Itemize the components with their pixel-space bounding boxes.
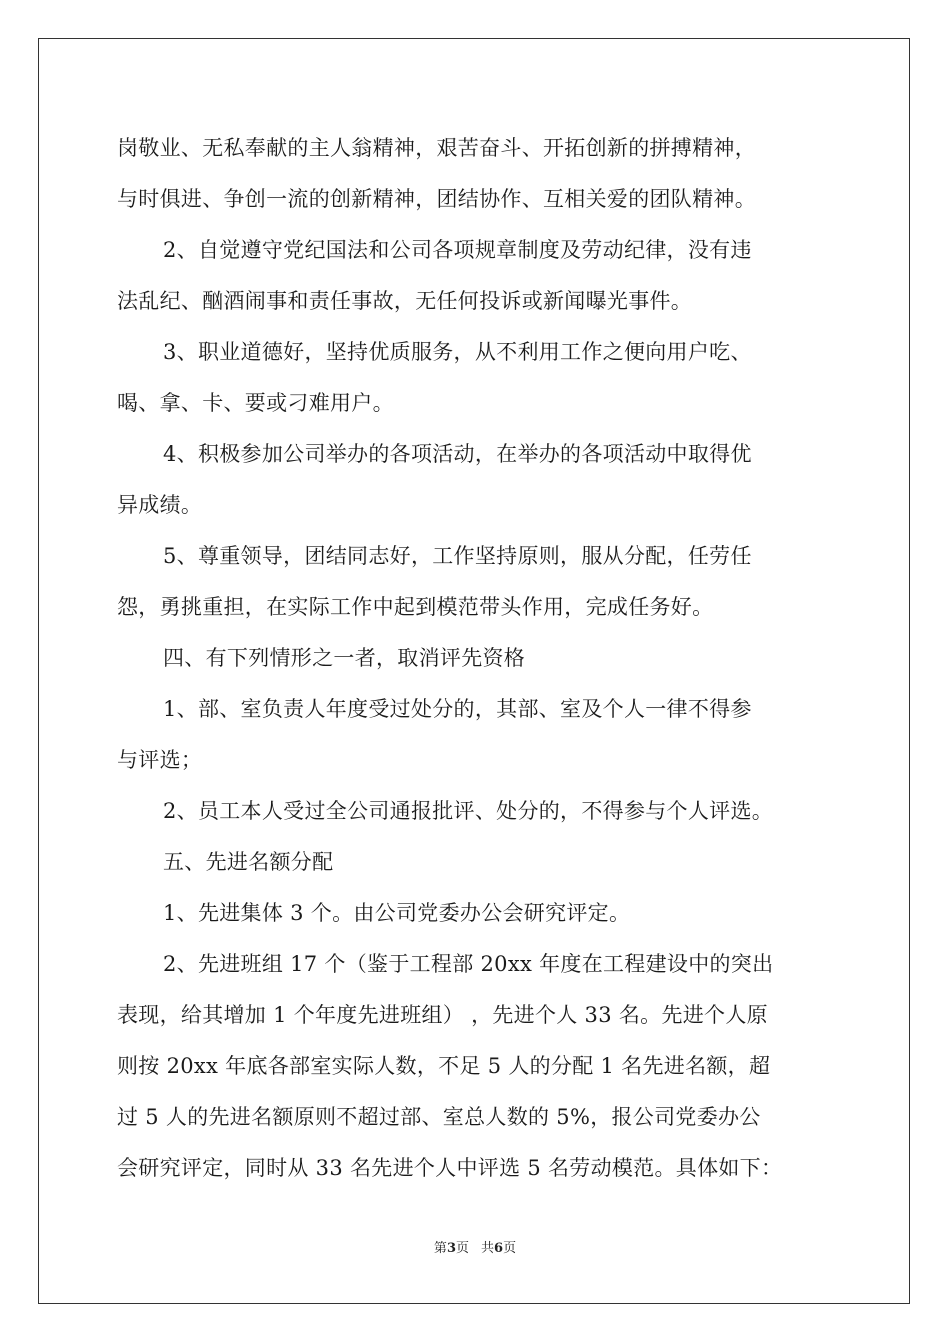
text-line: 1、部、室负责人年度受过处分的，其部、室及个人一律不得参	[163, 697, 752, 721]
text-line: 2、先进班组 17 个（鉴于工程部 20xx 年度在工程建设中的突出	[163, 952, 774, 976]
total-prefix: 共	[481, 1241, 495, 1256]
document-body	[117, 123, 837, 1194]
text-line: 与时俱进、争创一流的创新精神，团结协作、互相关爱的团队精神。	[117, 187, 756, 211]
text-line: 过 5 人的先进名额原则不超过部、室总人数的 5%，报公司党委办公	[117, 1105, 761, 1129]
text-line: 怨，勇挑重担，在实际工作中起到模范带头作用，完成任务好。	[117, 595, 714, 619]
total-suffix: 页	[503, 1241, 517, 1256]
text-line: 4、积极参加公司举办的各项活动，在举办的各项活动中取得优	[163, 442, 752, 466]
text-line: 1、先进集体 3 个。由公司党委办公会研究评定。	[163, 901, 631, 925]
text-line: 异成绩。	[117, 493, 203, 517]
text-line: 表现，给其增加 1 个年度先进班组） ，先进个人 33 名。先进个人原	[117, 1003, 768, 1027]
text-line: 则按 20xx 年底各部室实际人数，不足 5 人的分配 1 名先进名额，超	[117, 1054, 771, 1078]
page-footer	[0, 1240, 950, 1258]
text-line: 法乱纪、酗酒闹事和责任事故，无任何投诉或新闻曝光事件。	[117, 289, 693, 313]
total-pages: 6	[494, 1241, 504, 1256]
text-line: 与评选；	[117, 748, 203, 772]
text-line: 喝、拿、卡、要或刁难用户。	[117, 391, 394, 415]
page-prefix: 第	[433, 1241, 447, 1256]
text-line: 5、尊重领导，团结同志好，工作坚持原则，服从分配，任劳任	[163, 544, 752, 568]
text-line: 2、员工本人受过全公司通报批评、处分的，不得参与个人评选。	[163, 799, 774, 823]
page-suffix: 页	[455, 1241, 469, 1256]
text-line: 3、职业道德好，坚持优质服务，从不利用工作之便向用户吃、	[163, 340, 752, 364]
text-line: 岗敬业、无私奉献的主人翁精神，艰苦奋斗、开拓创新的拼搏精神，	[117, 136, 756, 160]
text-line: 会研究评定，同时从 33 名先进个人中评选 5 名劳动模范。具体如下：	[117, 1156, 783, 1180]
text-line: 2、自觉遵守党纪国法和公司各项规章制度及劳动纪律，没有违	[163, 238, 752, 262]
text-line: 四、有下列情形之一者，取消评先资格	[163, 646, 526, 670]
page-number: 3	[446, 1241, 456, 1256]
text-line: 五、先进名额分配	[163, 850, 334, 874]
